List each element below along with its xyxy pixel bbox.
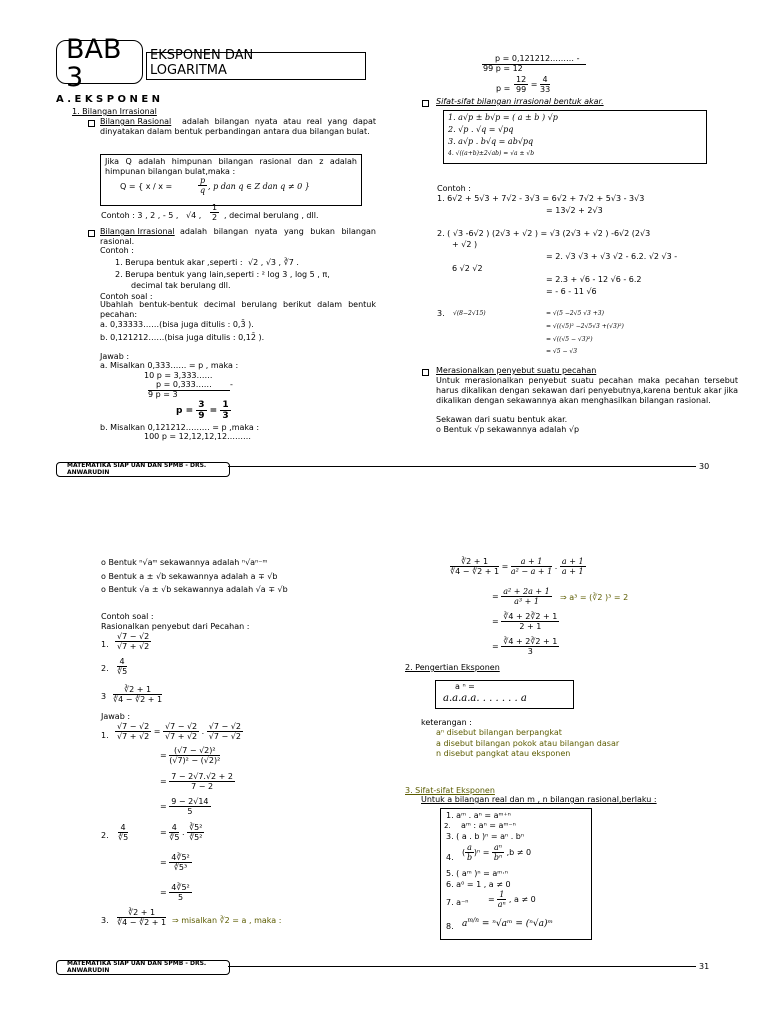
a-power-n: a ⁿ = [455,682,475,691]
answer-1-step1: $\frac{√7 - √2}{√7 + √2}$ = $\frac{√7 - √2}{√7 + √2}$ . $\frac{√7 - √2}{√7 - √2}$ [117,722,241,741]
merasional-heading: Merasionalkan penyebut suatu pecahan [436,366,597,375]
misalkan-text: ⇒ misalkan ∛2 = a , maka : [172,916,282,925]
r-example-2e: = - 6 - 11 √6 [546,287,597,296]
keterangan-2: a disebut bilangan pokok atau bilangan dasar [436,739,620,748]
r-step-top: p = 0,121212……… - [495,54,580,63]
sifat-akar-3: 3. a√p . b√q = ab√pq [448,137,534,146]
sifat-6: 6. a⁰ = 1 , a ≠ 0 [446,880,511,889]
footer-text: MATEMATIKA SIAP UAN DAN SPMB - DRS. ANWARUDIN [67,960,207,974]
r-contoh-label: Contoh : [437,184,471,193]
footer-rule [228,466,696,467]
r-example-3-step3: = √((√5 − √3)²) [546,336,593,343]
bentuk-1: o Bentuk √p sekawannya adalah √p [436,425,580,434]
answer-1-number: 1. [101,731,109,740]
set-notation: Q = { x / x = [120,182,173,191]
r-example-3-step1: = √(5 −2√5 √3 +3) [546,310,604,317]
answer-3-number: 3. [101,916,109,925]
irrasional-example-2: 2. Berupa bentuk yang lain,seperti : ² log 3 , log 5 , π, [115,270,330,279]
r-example-2b: = 2. √3 √3 + √3 √2 - 6.2. √2 √3 - [546,252,678,261]
r-example-3: 3. [437,309,445,318]
question-1-number: 1. [101,640,109,649]
chapter-title: EKSPONEN DAN LOGARITMA [150,48,254,78]
answer-2-step1: $\frac{4}{∛5}$ [118,823,129,842]
p-over-q: $\frac{p}{q}$ [200,176,206,195]
sifat-3: 3. ( a . b )ⁿ = aⁿ . bⁿ [446,832,525,841]
rationalize-step2: = $\frac{\text{a² + 2a + 1}}{\text{a³ + 1}}$ [492,587,550,606]
bentuk-4: o Bentuk √a ± √b sekawannya adalah √a ∓ √b [101,585,288,594]
r-step-99p: 99 p = 12 [483,64,523,73]
sifat-4-number: 4. [446,853,454,862]
r-example-2a: + √2 ) [452,240,478,249]
answer-2-step4: = $\frac{\text{4∛5²}}{5}$ [160,883,190,902]
r-example-3-step4: = √5 − √3 [546,348,578,355]
subsection-heading: 1. Bilangan Irrasional [72,107,157,116]
r-example-1: 1. 6√2 + 5√3 + 7√2 - 3√3 = 6√2 + 7√2 + 5√3 - 3√3 [437,194,645,203]
r-example-3-expr: √(8−2√15) [453,310,486,317]
soal-a: a. 0,33333……(bisa juga ditulis : 0,3̄ ). [100,320,254,329]
pengertian-heading: 2. Pengertian Eksponen [405,663,500,672]
r-example-3-step2: = √((√5)² −2√5√3 +(√3)²) [546,323,624,330]
r-example-2: 2. ( √3 -6√2 ) (2√3 + √2 ) = √3 (2√3 + √2 ) -6√2 (2√3 [437,229,651,238]
sifat-4: ( $\frac{a}{b}$ )ⁿ = $\frac{\text{aⁿ}}{\text{bⁿ}}$ ,b ≠ 0 [462,843,532,862]
rasionalkan-instruction: Rasionalkan penyebut dari Pecahan : [101,622,250,631]
sifat-2-number: 2. [444,822,451,830]
sifat-8-number: 8. [446,922,454,931]
keterangan-3: n disebut pangkat atau eksponen [436,749,571,758]
irrasional-label: Bilangan Irrasional [100,227,175,236]
r-example-1b: = 13√2 + 2√3 [546,206,603,215]
footer-rule [228,966,696,967]
question-1-fraction: $\frac{√7 - √2}{√7 + √2}$ [117,632,150,651]
rationalize-step3: = $\frac{∛4 + 2∛2 + 1}{2 + 1}$ [492,612,558,631]
sifat-akar-heading: Sifat-sifat bilangan irrasional bentuk akar. [436,97,604,106]
sifat-2: aᵐ : aⁿ = aᵐ⁻ⁿ [461,821,516,830]
question-2-fraction: $\frac{4}{∛5}$ [117,657,128,676]
square-bullet-icon [88,230,95,237]
a-product: a.a.a.a. . . . . . . a [443,693,527,704]
sifat-5: 5. ( aᵐ )ⁿ = aᵐ·ⁿ [446,869,508,878]
sifat-7: = $\frac{1}{\text{aⁿ}}$ , a ≠ 0 [488,890,536,909]
rasional-definition: adalah bilangan nyata atau real yang dapat dinyatakan dalam bentuk perbandingan antara dua bilangan bulat. [100,117,376,136]
jawab-label: Jawab : [101,712,131,721]
r-p-label: p = [496,84,511,93]
answer-2-step3: = $\frac{\text{4∛5²}}{\text{∛5³}}$ [160,853,190,872]
r-example-2d: = 2.3 + √6 - 12 √6 - 6.2 [546,275,642,284]
answer-1-step3: = $\frac{7 - 2√7.√2 + 2}{7 - 2}$ [160,772,234,791]
example-rational-end: , decimal berulang , dll. [224,211,319,220]
keterangan-label: keterangan : [421,718,472,727]
answer-2-number: 2. [101,831,109,840]
answer-1-step2: = $\frac{\text{(√7 − √2)²}}{\text{(√7)² − (√2)²}}$ [160,746,221,765]
square-bullet-icon [422,369,429,376]
sifat-eksponen-heading: 3. Sifat-sifat Eksponen [405,786,495,795]
a-cubed-note: ⇒ a³ = (∛2 )³ = 2 [560,593,629,602]
definition-box-text: Jika Q adalah himpunan bilangan rasional dan z adalah himpunan bilangan bulat,maka : [105,157,357,176]
example-rational: Contoh : 3 , 2 , - 5 , [101,211,179,220]
minus-sign: - [230,380,233,389]
jawab-b-step1: 100 p = 12,12,12,12……… [144,432,252,441]
r-example-2c: 6 √2 √2 [452,264,483,273]
contoh-label: Contoh : [100,246,134,255]
question-3-number: 3 [101,692,107,701]
rationalize-step1: $\frac{∛2 + 1}{∛4 - ∛2 + 1}$ = $\frac{a + 1}{\text{a² − a + 1}}$ . $\frac{a + 1}{a + 1}$ [450,557,584,576]
set-condition: , p dan q ∈ Z dan q ≠ 0 } [208,182,310,191]
merasional-text: Untuk merasionalkan penyebut suatu pecahan maka pecahan tersebut harus dikalikan dengan sekawan dari penyebutnya,karena bentuk akar jika dikalikan dengan sekawannya akan menghasilkan bilangan rasional. [436,376,738,405]
r-p-result: $\frac{12}{99}$ = $\frac{4}{33}$ [516,75,551,94]
sifat-eksponen-intro: Untuk a bilangan real dan m , n bilangan rasional,berlaku : [421,795,657,804]
jawab-a-step3: 9 p = 3 [148,390,178,399]
sifat-akar-2: 2. √p . √q = √pq [448,125,514,134]
soal-b: b. 0,121212……(bisa juga ditulis : 0,12̄ ). [100,333,265,342]
contoh-soal-label: Contoh soal : [100,292,153,301]
square-bullet-icon [88,120,95,127]
keterangan-1: aⁿ disebut bilangan berpangkat [436,728,562,737]
root-examples: √2 , √3 , ∛7 . [248,258,299,267]
sekawan-label: Sekawan dari suatu bentuk akar. [436,415,568,424]
answer-2-step2: = $\frac{4}{∛5}$ . $\frac{\text{∛5²}}{\text{∛5²}}$ [160,823,203,842]
soal-instruction: Ubahlah bentuk-bentuk decimal berulang berikut dalam bentuk pecahan: [100,300,376,319]
jawab-a-step2: p = 0,333…… [156,380,212,389]
question-3-fraction: $\frac{∛2 + 1}{∛4 - ∛2 + 1}$ [113,685,163,704]
one-half-fraction: $\frac{1}{2}$ [212,203,218,222]
bentuk-3: o Bentuk a ± √b sekawannya adalah a ∓ √b [101,572,278,581]
sifat-akar-4: 4. √((a+b)±2√ab) = √a ± √b [448,150,535,157]
question-2-number: 2. [101,664,109,673]
sifat-8: $a^{m/n}$ = ⁿ√aᵐ = (ⁿ√a)ᵐ [462,917,554,929]
jawab-b: b. Misalkan 0,121212……… = p ,maka : [100,423,260,432]
square-bullet-icon [422,100,429,107]
answer-1-step4: = $\frac{9 - 2√14}{5}$ [160,797,209,816]
footer-text: MATEMATIKA SIAP UAN DAN SPMB - DRS. ANWARUDIN [67,462,207,476]
sifat-1: 1. aᵐ . aⁿ = aᵐ⁺ⁿ [446,811,511,820]
bentuk-2: o Bentuk ⁿ√aᵐ sekawannya adalah ⁿ√aⁿ⁻ᵐ [101,558,268,567]
page-number: 31 [699,962,710,971]
answer-3-fraction: $\frac{∛2 + 1}{∛4 - ∛2 + 1}$ [117,908,167,927]
sifat-akar-1: 1. a√p ± b√p = ( a ± b ) √p [448,113,558,122]
irrasional-example-2b: decimal tak berulang dll. [131,281,231,290]
sqrt4-glyph: √4 , [186,211,202,220]
irrasional-example-1: 1. Berupa bentuk akar ,seperti : [115,258,243,267]
sifat-7-number: 7. a⁻ⁿ [446,898,469,907]
jawab-a-step1: 10 p = 3,333…… [144,371,213,380]
page-number: 30 [699,462,710,471]
rasional-label: Bilangan Rasional [100,117,172,126]
contoh-soal-label: Contoh soal : [101,612,154,621]
chapter-badge: BAB 3 [66,34,122,93]
jawab-label: Jawab : [100,352,130,361]
jawab-a: a. Misalkan 0,333…… = p , maka : [100,361,239,370]
irrasional-definition: adalah bilangan nyata yang bukan bilangan rasional. [100,227,376,246]
section-heading: A . E K S P O N E N [56,94,161,105]
jawab-a-result: p = $\frac{3}{9}$ = $\frac{1}{3}$ [176,400,229,421]
rationalize-step4: = $\frac{∛4 + 2∛2 + 1}{3}$ [492,637,558,656]
